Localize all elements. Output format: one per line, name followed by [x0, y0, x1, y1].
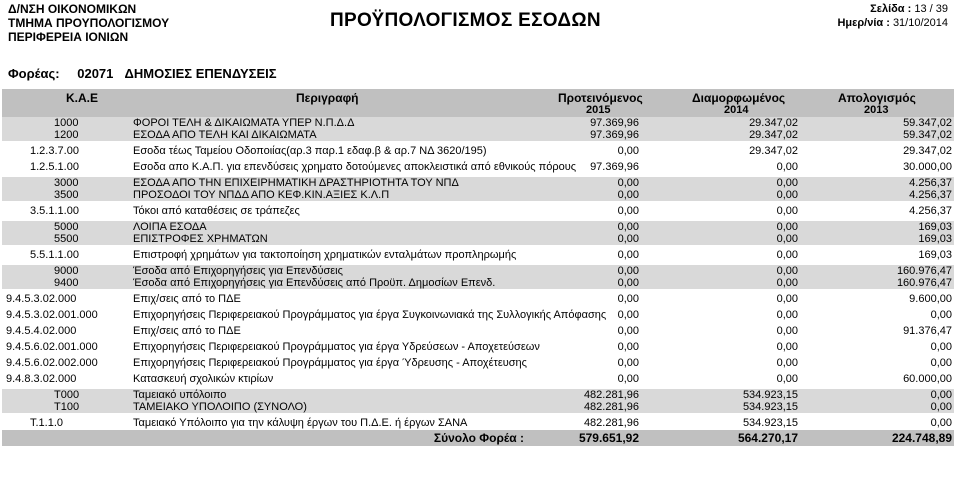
row-proposed-2015: 0,00 — [617, 373, 639, 385]
row-proposed-2015: 0,00 — [617, 293, 639, 305]
row-description: Έσοδα από Επιχορηγήσεις για Επενδύσεις — [133, 265, 343, 277]
date-value: 31/10/2014 — [892, 17, 948, 29]
row-proposed-2015: 0,00 — [617, 277, 639, 289]
row-actual-2013: 59.347,02 — [903, 117, 952, 129]
row-description: Εσοδα απο Κ.Α.Π. για επενδύσεις χρηματο δοτούμενες αποκλειστικά από εθνικούς πόρους — [133, 161, 577, 173]
row-revised-2014: 0,00 — [776, 293, 798, 305]
row-revised-2014: 0,00 — [776, 341, 798, 353]
row-code: T100 — [54, 401, 80, 413]
row-description: Κατασκευή σχολικών κτιρίων — [133, 373, 274, 385]
row-description: Επιχορηγήσεις Περιφερειακού Προγράμματος για έργα Υδρεύσεων - Αποχετεύσεων — [133, 341, 540, 353]
table-row — [2, 145, 954, 157]
row-revised-2014: 0,00 — [776, 357, 798, 369]
row-code: 9.4.5.6.02.001.000 — [6, 341, 98, 353]
table-row — [2, 309, 954, 321]
row-code: 9.4.5.3.02.000 — [6, 293, 77, 305]
col-year-actual: 2013 — [864, 104, 889, 116]
row-description: Επιχ/σεις από το ΠΔΕ — [133, 293, 241, 305]
row-description: Επιχορηγήσεις Περιφερειακού Προγράμματος για έργα Ύδρευσης - Αποχέτευσης — [133, 357, 527, 369]
row-proposed-2015: 0,00 — [617, 325, 639, 337]
row-description: Επιχ/σεις από το ΠΔΕ — [133, 325, 241, 337]
row-revised-2014: 0,00 — [776, 161, 798, 173]
row-actual-2013: 169,03 — [918, 233, 952, 245]
row-actual-2013: 169,03 — [918, 221, 952, 233]
row-proposed-2015: 0,00 — [617, 177, 639, 189]
row-actual-2013: 4.256,37 — [909, 189, 952, 201]
row-revised-2014: 29.347,02 — [749, 117, 798, 129]
table-row — [2, 233, 954, 245]
row-code: 9000 — [54, 265, 79, 277]
table-row — [2, 277, 954, 289]
row-revised-2014: 0,00 — [776, 221, 798, 233]
row-description: ΤΑΜΕΙΑΚΟ ΥΠΟΛΟΙΠΟ (ΣΥΝΟΛΟ) — [133, 401, 307, 413]
row-actual-2013: 59.347,02 — [903, 129, 952, 141]
row-proposed-2015: 482.281,96 — [583, 389, 639, 401]
row-proposed-2015: 0,00 — [617, 221, 639, 233]
row-actual-2013: 60.000,00 — [903, 373, 952, 385]
table-row — [2, 249, 954, 261]
row-actual-2013: 0,00 — [930, 341, 952, 353]
page-title: ΠΡΟΫΠΟΛΟΓΙΣΜΟΣ ΕΣΟΔΩΝ — [330, 10, 601, 31]
row-code: T000 — [54, 389, 80, 401]
row-proposed-2015: 0,00 — [617, 233, 639, 245]
col-header-proposed: Προτεινόμενος — [558, 91, 643, 105]
table-row — [2, 373, 954, 385]
table-header — [2, 89, 954, 117]
table-row — [2, 117, 954, 129]
total-revised: 564.270,17 — [737, 431, 798, 445]
table-row — [2, 401, 954, 413]
row-revised-2014: 29.347,02 — [749, 145, 798, 157]
row-proposed-2015: 0,00 — [617, 249, 639, 261]
table-row — [2, 205, 954, 217]
row-description: ΦΟΡΟΙ ΤΕΛΗ & ΔΙΚΑΙΩΜΑΤΑ ΥΠΕΡ Ν.Π.Δ.Δ — [133, 117, 355, 129]
row-actual-2013: 29.347,02 — [903, 145, 952, 157]
row-code: 3000 — [54, 177, 79, 189]
row-proposed-2015: 482.281,96 — [583, 417, 639, 429]
foreas-code: 02071 — [77, 66, 114, 81]
row-proposed-2015: 0,00 — [617, 309, 639, 321]
table-row — [2, 357, 954, 369]
row-proposed-2015: 0,00 — [617, 145, 639, 157]
row-actual-2013: 160.976,47 — [896, 265, 952, 277]
row-revised-2014: 0,00 — [776, 177, 798, 189]
date-label: Ημερ/νία : — [837, 17, 890, 29]
org-line: Δ/ΝΣΗ ΟΙΚΟΝΟΜΙΚΩΝ — [8, 2, 137, 16]
row-proposed-2015: 0,00 — [617, 189, 639, 201]
row-proposed-2015: 97.369,96 — [590, 117, 639, 129]
page-info — [837, 2, 948, 30]
row-actual-2013: 0,00 — [930, 309, 952, 321]
row-description: Επιχορηγήσεις Περιφερειακού Προγράμματος για έργα Συγκοινωνιακά της Συλλογικής Απόφασης — [133, 309, 607, 321]
table-row — [2, 389, 954, 401]
table-row — [2, 341, 954, 353]
org-line: ΠΕΡΙΦΕΡΕΙΑ ΙΟΝΙΩΝ — [8, 30, 129, 44]
col-year-proposed: 2015 — [586, 104, 611, 116]
row-actual-2013: 0,00 — [930, 401, 952, 413]
row-revised-2014: 0,00 — [776, 309, 798, 321]
table-row — [2, 189, 954, 201]
foreas-name: ΔΗΜΟΣΙΕΣ ΕΠΕΝΔΥΣΕΙΣ — [124, 66, 277, 81]
col-header-actual: Απολογισμός — [838, 91, 916, 105]
budget-table — [2, 89, 954, 446]
row-actual-2013: 30.000,00 — [903, 161, 952, 173]
table-row — [2, 161, 954, 173]
row-code: T.1.1.0 — [30, 417, 64, 429]
row-revised-2014: 0,00 — [776, 205, 798, 217]
row-actual-2013: 4.256,37 — [909, 205, 952, 217]
row-code: 1000 — [54, 117, 79, 129]
row-revised-2014: 0,00 — [776, 325, 798, 337]
row-code: 9.4.5.3.02.001.000 — [6, 309, 98, 321]
row-proposed-2015: 0,00 — [617, 341, 639, 353]
page-value: 13 / 39 — [914, 3, 948, 15]
col-header-revised: Διαμορφωμένος — [692, 91, 786, 105]
row-actual-2013: 169,03 — [918, 249, 952, 261]
row-description: ΛΟΙΠΑ ΕΣΟΔΑ — [133, 221, 207, 233]
row-revised-2014: 534.923,15 — [742, 401, 798, 413]
table-row — [2, 325, 954, 337]
row-code: 1200 — [54, 129, 79, 141]
table-row — [2, 221, 954, 233]
row-description: Τόκοι από καταθέσεις σε τράπεζες — [133, 205, 300, 217]
row-revised-2014: 0,00 — [776, 189, 798, 201]
row-revised-2014: 0,00 — [776, 265, 798, 277]
row-revised-2014: 0,00 — [776, 249, 798, 261]
row-actual-2013: 160.976,47 — [896, 277, 952, 289]
row-description: Ταμειακό υπόλοιπο — [133, 389, 227, 401]
organization-header — [8, 2, 169, 44]
row-code: 3.5.1.1.00 — [30, 205, 79, 217]
row-revised-2014: 0,00 — [776, 277, 798, 289]
col-header-code: Κ.Α.Ε — [66, 91, 99, 105]
row-code: 9400 — [54, 277, 79, 289]
row-code: 9.4.8.3.02.000 — [6, 373, 77, 385]
row-code: 9.4.5.6.02.002.000 — [6, 357, 98, 369]
table-body — [2, 117, 954, 429]
row-proposed-2015: 97.369,96 — [590, 129, 639, 141]
row-code: 3500 — [54, 189, 79, 201]
foreas-line — [8, 66, 291, 81]
row-actual-2013: 4.256,37 — [909, 177, 952, 189]
row-code: 5.5.1.1.00 — [30, 249, 79, 261]
row-revised-2014: 0,00 — [776, 373, 798, 385]
row-actual-2013: 0,00 — [930, 417, 952, 429]
row-revised-2014: 534.923,15 — [742, 389, 798, 401]
row-description: ΠΡΟΣΟΔΟΙ ΤΟΥ ΝΠΔΔ ΑΠΟ ΚΕΦ.ΚΙΝ.ΑΞΙΕΣ Κ.Λ.Π — [133, 189, 390, 201]
row-proposed-2015: 0,00 — [617, 265, 639, 277]
row-revised-2014: 29.347,02 — [749, 129, 798, 141]
row-description: Εσοδα τέως Ταμείου Οδοποιίας(αρ.3 παρ.1 εδαφ.β & αρ.7 ΝΔ 3620/195) — [133, 145, 487, 157]
row-proposed-2015: 0,00 — [617, 357, 639, 369]
table-row — [2, 177, 954, 189]
row-description: ΕΠΙΣΤΡΟΦΕΣ ΧΡΗΜΑΤΩΝ — [133, 233, 268, 245]
row-actual-2013: 0,00 — [930, 389, 952, 401]
row-code: 1.2.3.7.00 — [30, 145, 79, 157]
row-proposed-2015: 97.369,96 — [590, 161, 639, 173]
row-description: Ταμειακό Υπόλοιπο για την κάλυψη έργων του Π.Δ.Ε. ή έργων ΣΑΝΑ — [133, 417, 468, 429]
col-header-desc: Περιγραφή — [296, 91, 359, 105]
total-actual: 224.748,89 — [891, 431, 952, 445]
table-row — [2, 265, 954, 277]
row-proposed-2015: 482.281,96 — [583, 401, 639, 413]
table-row — [2, 293, 954, 305]
foreas-label: Φορέας: — [8, 66, 60, 81]
row-description: Έσοδα από Επιχορηγήσεις για Επενδύσεις από Προϋπ. Δημοσίων Επενδ. — [133, 277, 496, 289]
row-code: 9.4.5.4.02.000 — [6, 325, 77, 337]
org-line: ΤΜΗΜΑ ΠΡΟΥΠΟΛΟΓΙΣΜΟΥ — [8, 16, 170, 30]
row-description: ΕΣΟΔΑ ΑΠΟ ΤΗΝ ΕΠΙΧΕΙΡΗΜΑΤΙΚΗ ΔΡΑΣΤΗΡΙΟΤΗΤΑ ΤΟΥ ΝΠΔ — [133, 177, 459, 189]
row-code: 5500 — [54, 233, 79, 245]
page-number — [837, 2, 948, 16]
table-row — [2, 417, 954, 429]
row-description: ΕΣΟΔΑ ΑΠΟ ΤΕΛΗ ΚΑΙ ΔΙΚΑΙΩΜΑΤΑ — [133, 129, 317, 141]
col-year-revised: 2014 — [724, 104, 749, 116]
table-row — [2, 129, 954, 141]
total-proposed: 579.651,92 — [578, 431, 639, 445]
row-description: Επιστροφή χρημάτων για τακτοποίηση χρηματικών ενταλμάτων προπληρωμής — [133, 249, 517, 261]
page-label: Σελίδα : — [870, 3, 912, 15]
report-date — [837, 16, 948, 30]
row-code: 1.2.5.1.00 — [30, 161, 79, 173]
row-actual-2013: 9.600,00 — [909, 293, 952, 305]
row-revised-2014: 534.923,15 — [742, 417, 798, 429]
row-actual-2013: 91.376,47 — [903, 325, 952, 337]
row-proposed-2015: 0,00 — [617, 205, 639, 217]
row-actual-2013: 0,00 — [930, 357, 952, 369]
total-label: Σύνολο Φορέα : — [433, 431, 524, 445]
total-row — [2, 430, 954, 446]
row-code: 5000 — [54, 221, 79, 233]
row-revised-2014: 0,00 — [776, 233, 798, 245]
